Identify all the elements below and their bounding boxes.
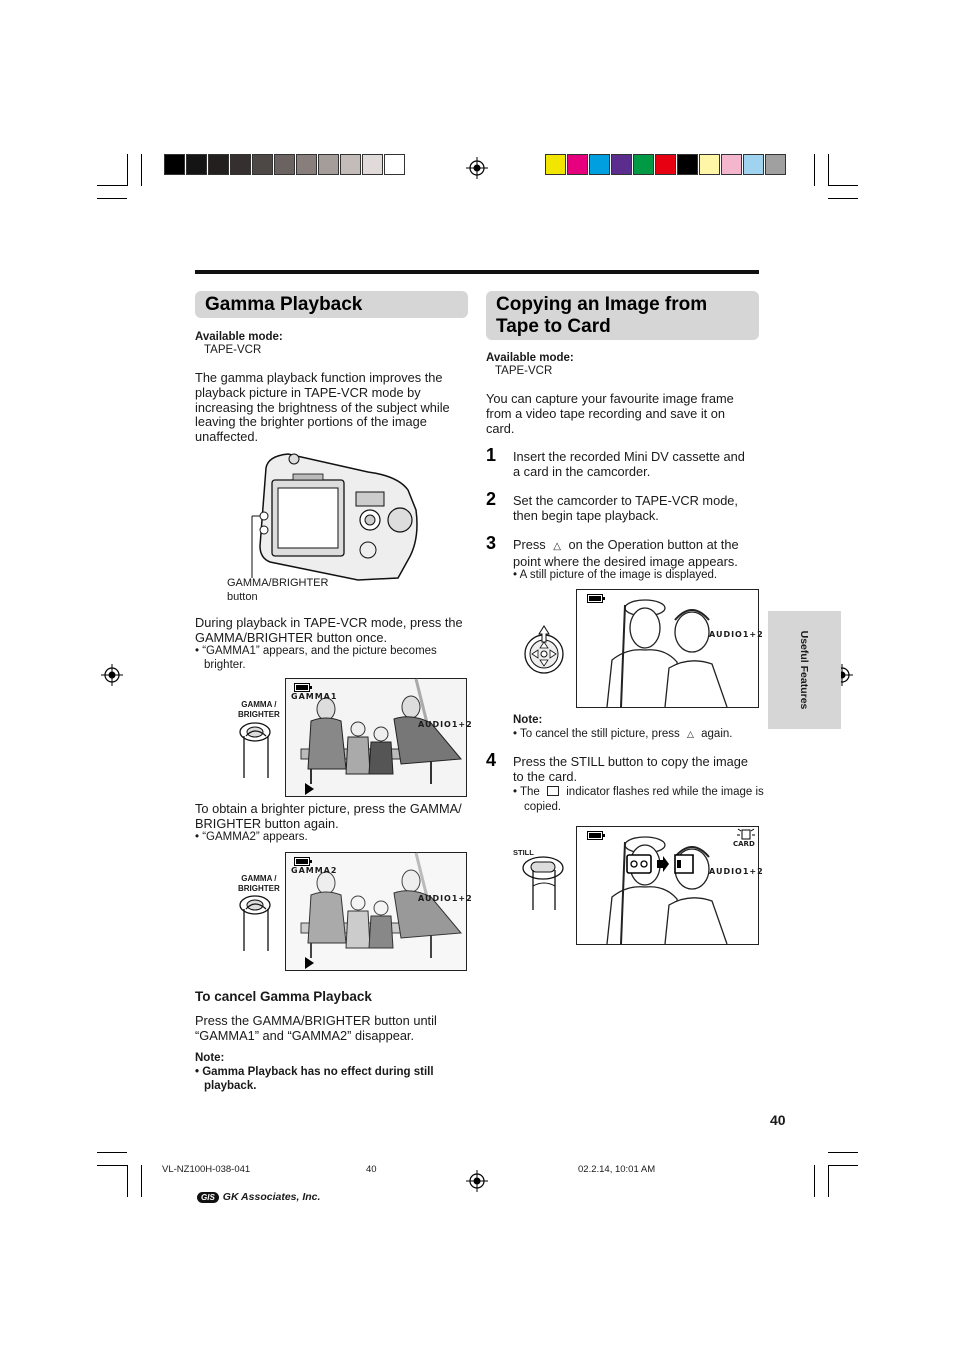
- company-logo-icon: GIS: [197, 1192, 219, 1203]
- audio-indicator: AUDIO1+2: [709, 867, 764, 876]
- gamma1-indicator: GAMMA1: [291, 692, 338, 701]
- audio-indicator: AUDIO1+2: [418, 720, 473, 729]
- right-note-text: [513, 727, 758, 741]
- up-triangle-icon: △: [687, 729, 694, 739]
- gamma-step1-bullet: • “GAMMA1” appears, and the picture becomes brighter.: [195, 645, 437, 671]
- available-mode-value: TAPE-VCR: [204, 344, 262, 356]
- camcorder-illustration: [248, 450, 423, 590]
- crop-mark: [814, 1165, 815, 1197]
- section-side-tab: [768, 611, 841, 729]
- gamma-playback-heading: [195, 291, 468, 318]
- crop-mark: [814, 154, 815, 186]
- crop-mark: [828, 185, 858, 186]
- step-number: 2: [486, 489, 497, 509]
- gamma-step1: During playback in TAPE-VCR mode, press the GAMMA/BRIGHTER button once.: [195, 615, 463, 645]
- color-swatch: [765, 154, 786, 175]
- copying-image-heading: [486, 291, 759, 340]
- section-title-line1: Copying an Image from: [496, 294, 708, 315]
- color-swatch: [721, 154, 742, 175]
- gamma2-playback-screen: [285, 852, 473, 971]
- color-swatch: [318, 154, 339, 175]
- available-mode-label: Available mode:: [486, 352, 574, 364]
- color-swatch: [567, 154, 588, 175]
- crop-mark: [828, 1165, 829, 1197]
- operation-button-icon[interactable]: [521, 622, 567, 672]
- gamma-brighter-button-icon[interactable]: [238, 722, 274, 780]
- company-name: GK Associates, Inc.: [222, 1191, 321, 1203]
- step4-bullet: [513, 785, 764, 815]
- couple-portrait-illustration: [577, 590, 758, 707]
- still-picture-screen: [576, 589, 764, 708]
- crop-mark: [97, 1152, 127, 1153]
- card-indicator: CARD: [733, 840, 755, 848]
- page-number: 40: [770, 1112, 786, 1128]
- battery-icon: [294, 683, 312, 692]
- color-swatch: [545, 154, 566, 175]
- note-text-a: • To cancel the still picture, press: [513, 728, 680, 740]
- registration-mark-icon: [101, 664, 123, 686]
- crop-mark: [828, 198, 858, 199]
- play-icon: [305, 957, 314, 969]
- gamma-button-label: [238, 700, 280, 720]
- copy-to-card-screen: [576, 826, 764, 945]
- gamma-step2-bullet: • “GAMMA2” appears.: [195, 831, 308, 843]
- gamma-button-label: [238, 874, 280, 894]
- color-swatch: [340, 154, 361, 175]
- left-note-label: Note:: [195, 1052, 225, 1064]
- button-label-line1: GAMMA /: [241, 700, 277, 709]
- crop-mark: [97, 185, 127, 186]
- play-icon: [305, 783, 314, 795]
- gamma2-indicator: GAMMA2: [291, 866, 338, 875]
- available-mode-label: Available mode:: [195, 331, 283, 343]
- color-swatch: [274, 154, 295, 175]
- step3-text-b: on the Operation button at the point where the desired image appears.: [513, 537, 739, 569]
- side-tab-label: Useful Features: [798, 630, 810, 710]
- gamma-brighter-button-icon[interactable]: [238, 895, 274, 953]
- color-swatch: [296, 154, 317, 175]
- audio-indicator: AUDIO1+2: [709, 630, 764, 639]
- right-note-label: Note:: [513, 714, 543, 726]
- still-button-label: STILL: [513, 848, 534, 857]
- crop-mark: [828, 1152, 858, 1153]
- footer-company: [197, 1191, 320, 1203]
- still-button-icon[interactable]: [515, 856, 565, 912]
- couple-portrait-illustration: [577, 827, 758, 944]
- color-swatch: [384, 154, 405, 175]
- copy-intro: You can capture your favourite image frame from a video tape recording and save it on card.: [486, 391, 734, 436]
- footer-page: 40: [366, 1164, 377, 1175]
- gamma-step2: To obtain a brighter picture, press the GAMMA/ BRIGHTER button again.: [195, 801, 462, 831]
- color-swatch: [362, 154, 383, 175]
- note-text-b: again.: [701, 728, 733, 740]
- step-text: Insert the recorded Mini DV cassette and a card in the camcorder.: [513, 449, 745, 479]
- color-swatch: [186, 154, 207, 175]
- step4-bullet-a: • The: [513, 786, 540, 798]
- color-swatch: [699, 154, 720, 175]
- registration-mark-icon: [466, 1170, 488, 1192]
- step4-bullet-b: indicator flashes red while the image is copied.: [524, 786, 764, 813]
- battery-icon: [587, 594, 605, 603]
- available-mode-value: TAPE-VCR: [495, 365, 553, 377]
- step-text: Press the STILL button to copy the image to the card.: [513, 754, 748, 784]
- footer-doc-code: VL-NZ100H-038-041: [162, 1164, 251, 1175]
- button-label-line1: GAMMA /: [241, 874, 277, 883]
- section-title-line2: Tape to Card: [496, 316, 611, 337]
- crop-mark: [141, 1165, 142, 1197]
- crop-mark: [828, 1165, 858, 1166]
- battery-icon: [294, 857, 312, 866]
- step3-bullet: • A still picture of the image is displayed.: [513, 569, 718, 581]
- crop-mark: [141, 154, 142, 186]
- color-swatch: [208, 154, 229, 175]
- color-swatch: [743, 154, 764, 175]
- top-rule: [195, 270, 759, 274]
- footer-datetime: 02.2.14, 10:01 AM: [578, 1164, 656, 1175]
- cancel-gamma-text: Press the GAMMA/BRIGHTER button until “GAMMA1” and “GAMMA2” disappear.: [195, 1013, 437, 1043]
- battery-icon: [587, 831, 605, 840]
- color-swatch: [252, 154, 273, 175]
- crop-mark: [127, 1165, 128, 1197]
- color-swatch: [633, 154, 654, 175]
- step-number: 1: [486, 445, 497, 465]
- crop-mark: [97, 198, 127, 199]
- cancel-gamma-heading: To cancel Gamma Playback: [195, 989, 372, 1004]
- left-note-text: • Gamma Playback has no effect during still playback.: [195, 1066, 434, 1092]
- audio-indicator: AUDIO1+2: [418, 894, 473, 903]
- up-triangle-icon: △: [553, 541, 561, 552]
- camera-caption: [227, 576, 328, 604]
- camera-caption-line1: GAMMA/BRIGHTER: [227, 577, 329, 589]
- color-swatch: [164, 154, 185, 175]
- color-swatch: [589, 154, 610, 175]
- crop-mark: [127, 154, 128, 186]
- button-label-line2: BRIGHTER: [238, 884, 280, 893]
- color-swatch: [655, 154, 676, 175]
- section-title: Gamma Playback: [205, 294, 363, 315]
- gamma1-playback-screen: [285, 678, 473, 797]
- button-label-line2: BRIGHTER: [238, 710, 280, 719]
- step-number: 4: [486, 750, 497, 770]
- crop-mark: [97, 1165, 127, 1166]
- card-icon: [547, 786, 559, 796]
- color-swatch: [230, 154, 251, 175]
- registration-mark-icon: [466, 157, 488, 179]
- gamma-intro: The gamma playback function improves the playback picture in TAPE-VCR mode by increasing the brightness of the subject while leaving the brighter portions of the image unaffected.: [195, 370, 450, 445]
- color-swatch: [611, 154, 632, 175]
- step-text: [513, 538, 758, 570]
- step-number: 3: [486, 533, 497, 553]
- color-swatch: [677, 154, 698, 175]
- crop-mark: [828, 154, 829, 186]
- step-text: Set the camcorder to TAPE-VCR mode, then begin tape playback.: [513, 493, 738, 523]
- camera-caption-line2: button: [227, 591, 258, 603]
- step3-text-a: Press: [513, 537, 546, 552]
